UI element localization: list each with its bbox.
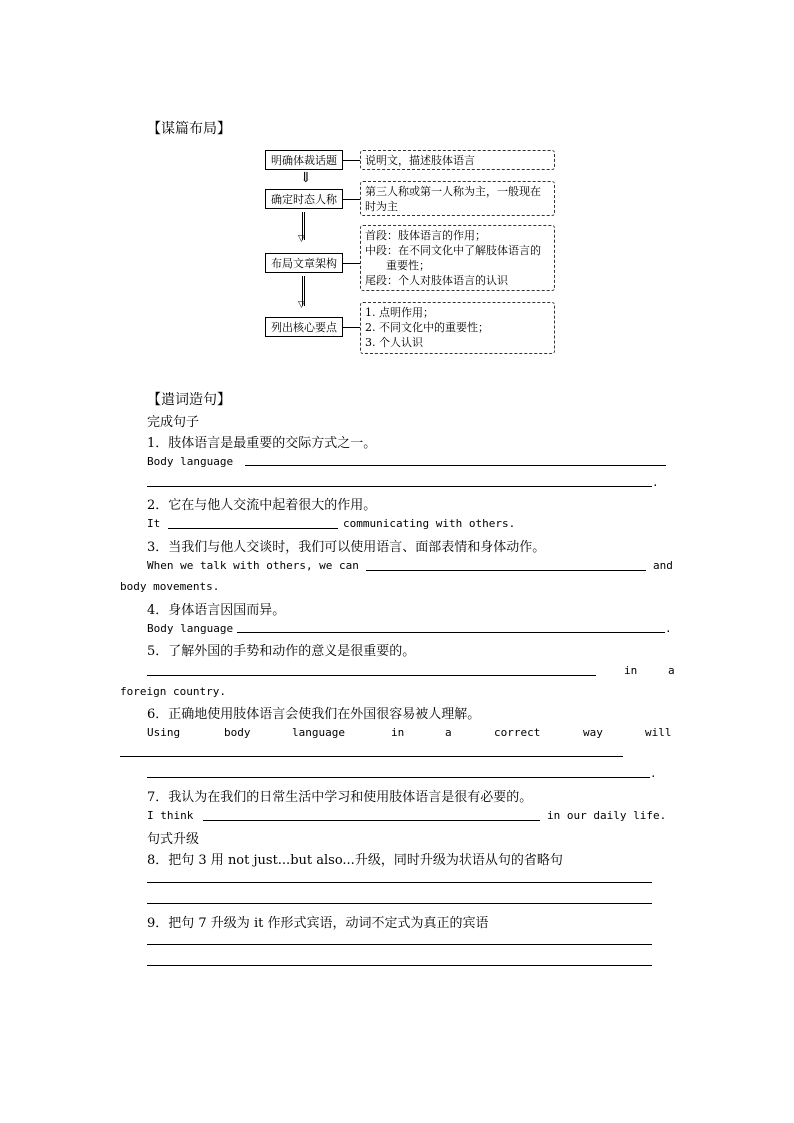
note-line: 第三人称或第一人称为主，一般现在 bbox=[365, 185, 541, 198]
answer-blank[interactable] bbox=[147, 903, 652, 904]
arrow-down-icon: ⇓ bbox=[300, 170, 312, 186]
item-7-en-start: I think bbox=[147, 809, 194, 822]
answer-blank[interactable] bbox=[245, 465, 666, 466]
answer-blank[interactable] bbox=[147, 777, 650, 778]
item-1-cn: 1．肢体语言是最重要的交际方式之一。 bbox=[147, 436, 377, 451]
word: a bbox=[445, 726, 452, 739]
item-4-cn: 4．身体语言因国而异。 bbox=[147, 603, 286, 618]
answer-blank[interactable] bbox=[366, 570, 646, 571]
item-2-en-end: communicating with others. bbox=[343, 517, 516, 530]
note-line: 中段：在不同文化中了解肢体语言的 bbox=[365, 244, 541, 257]
flow-note-tense bbox=[360, 181, 555, 216]
flow-note-structure bbox=[360, 225, 555, 291]
word: correct bbox=[494, 726, 541, 739]
item-5-cn: 5．了解外国的手势和动作的意义是很重要的。 bbox=[147, 644, 416, 659]
answer-blank[interactable] bbox=[147, 965, 652, 966]
note-line: 重要性； bbox=[365, 259, 430, 272]
answer-blank[interactable] bbox=[147, 675, 596, 676]
word: in bbox=[391, 726, 405, 739]
note-line: 尾段：个人对肢体语言的认识 bbox=[365, 274, 508, 287]
connector bbox=[343, 263, 360, 264]
answer-blank[interactable] bbox=[237, 632, 665, 633]
answer-blank[interactable] bbox=[147, 486, 652, 487]
section-heading-words: 【遣词造句】 bbox=[147, 392, 231, 408]
word: way bbox=[583, 726, 603, 739]
item-3-cn: 3．当我们与他人交谈时，我们可以使用语言、面部表情和身体动作。 bbox=[147, 540, 546, 555]
word: will bbox=[645, 726, 672, 739]
item-7-en-end: in our daily life. bbox=[547, 809, 667, 822]
note-line: 1. 点明作用； bbox=[365, 306, 434, 319]
connector bbox=[343, 327, 360, 328]
item-1-en: Body language bbox=[147, 455, 234, 468]
period: . bbox=[650, 767, 657, 780]
item-3-en-start: When we talk with others, we can bbox=[147, 559, 359, 572]
item-5-en-a: a bbox=[668, 664, 675, 677]
flow-box-tense: 确定时态人称 bbox=[265, 189, 343, 209]
flow-box-genre: 明确体裁话题 bbox=[265, 150, 343, 170]
note-line: 说明文，描述肢体语言 bbox=[365, 154, 475, 167]
word: Using bbox=[147, 726, 181, 739]
item-9-cn: 9．把句 7 升级为 it 作形式宾语，动词不定式为真正的宾语 bbox=[147, 916, 489, 931]
item-8-cn: 8．把句 3 用 not just...but also...升级，同时升级为状语从句的省略句 bbox=[147, 853, 563, 868]
item-7-cn: 7．我认为在我们的日常生活中学习和使用肢体语言是很有必要的。 bbox=[147, 790, 533, 805]
item-3-en-end: and bbox=[653, 559, 673, 572]
note-line: 2. 不同文化中的重要性； bbox=[365, 321, 489, 334]
word: language bbox=[292, 726, 345, 739]
item-5-en-cont: foreign country. bbox=[120, 685, 226, 698]
connector bbox=[343, 199, 360, 200]
flow-note-points bbox=[360, 302, 555, 354]
note-line: 首段：肢体语言的作用； bbox=[365, 229, 486, 242]
flow-note-genre bbox=[360, 150, 555, 170]
item-4-en: Body language bbox=[147, 622, 234, 635]
period: . bbox=[665, 622, 672, 635]
flow-box-points: 列出核心要点 bbox=[265, 317, 343, 337]
item-3-en-cont: body movements. bbox=[120, 580, 220, 593]
subheading-upgrade: 句式升级 bbox=[147, 832, 200, 847]
subheading-complete: 完成句子 bbox=[147, 415, 200, 430]
item-2-en-start: It bbox=[147, 517, 161, 530]
answer-blank[interactable] bbox=[168, 528, 338, 529]
word: body bbox=[224, 726, 251, 739]
item-6-cn: 6．正确地使用肢体语言会使我们在外国很容易被人理解。 bbox=[147, 707, 481, 722]
item-5-en-in: in bbox=[624, 664, 638, 677]
note-line: 3. 个人认识 bbox=[365, 336, 423, 349]
answer-blank[interactable] bbox=[147, 944, 652, 945]
period: . bbox=[652, 476, 659, 489]
section-heading-layout: 【谋篇布局】 bbox=[147, 121, 231, 137]
flow-box-structure: 布局文章架构 bbox=[265, 253, 343, 273]
note-line: 时为主 bbox=[365, 200, 398, 213]
answer-blank[interactable] bbox=[203, 820, 540, 821]
item-2-cn: 2．它在与他人交流中起着很大的作用。 bbox=[147, 498, 377, 513]
connector bbox=[343, 160, 360, 161]
arrow-head-icon: ▽ bbox=[298, 300, 305, 310]
arrow-head-icon: ▽ bbox=[298, 234, 305, 244]
answer-blank[interactable] bbox=[120, 756, 623, 757]
answer-blank[interactable] bbox=[147, 882, 652, 883]
